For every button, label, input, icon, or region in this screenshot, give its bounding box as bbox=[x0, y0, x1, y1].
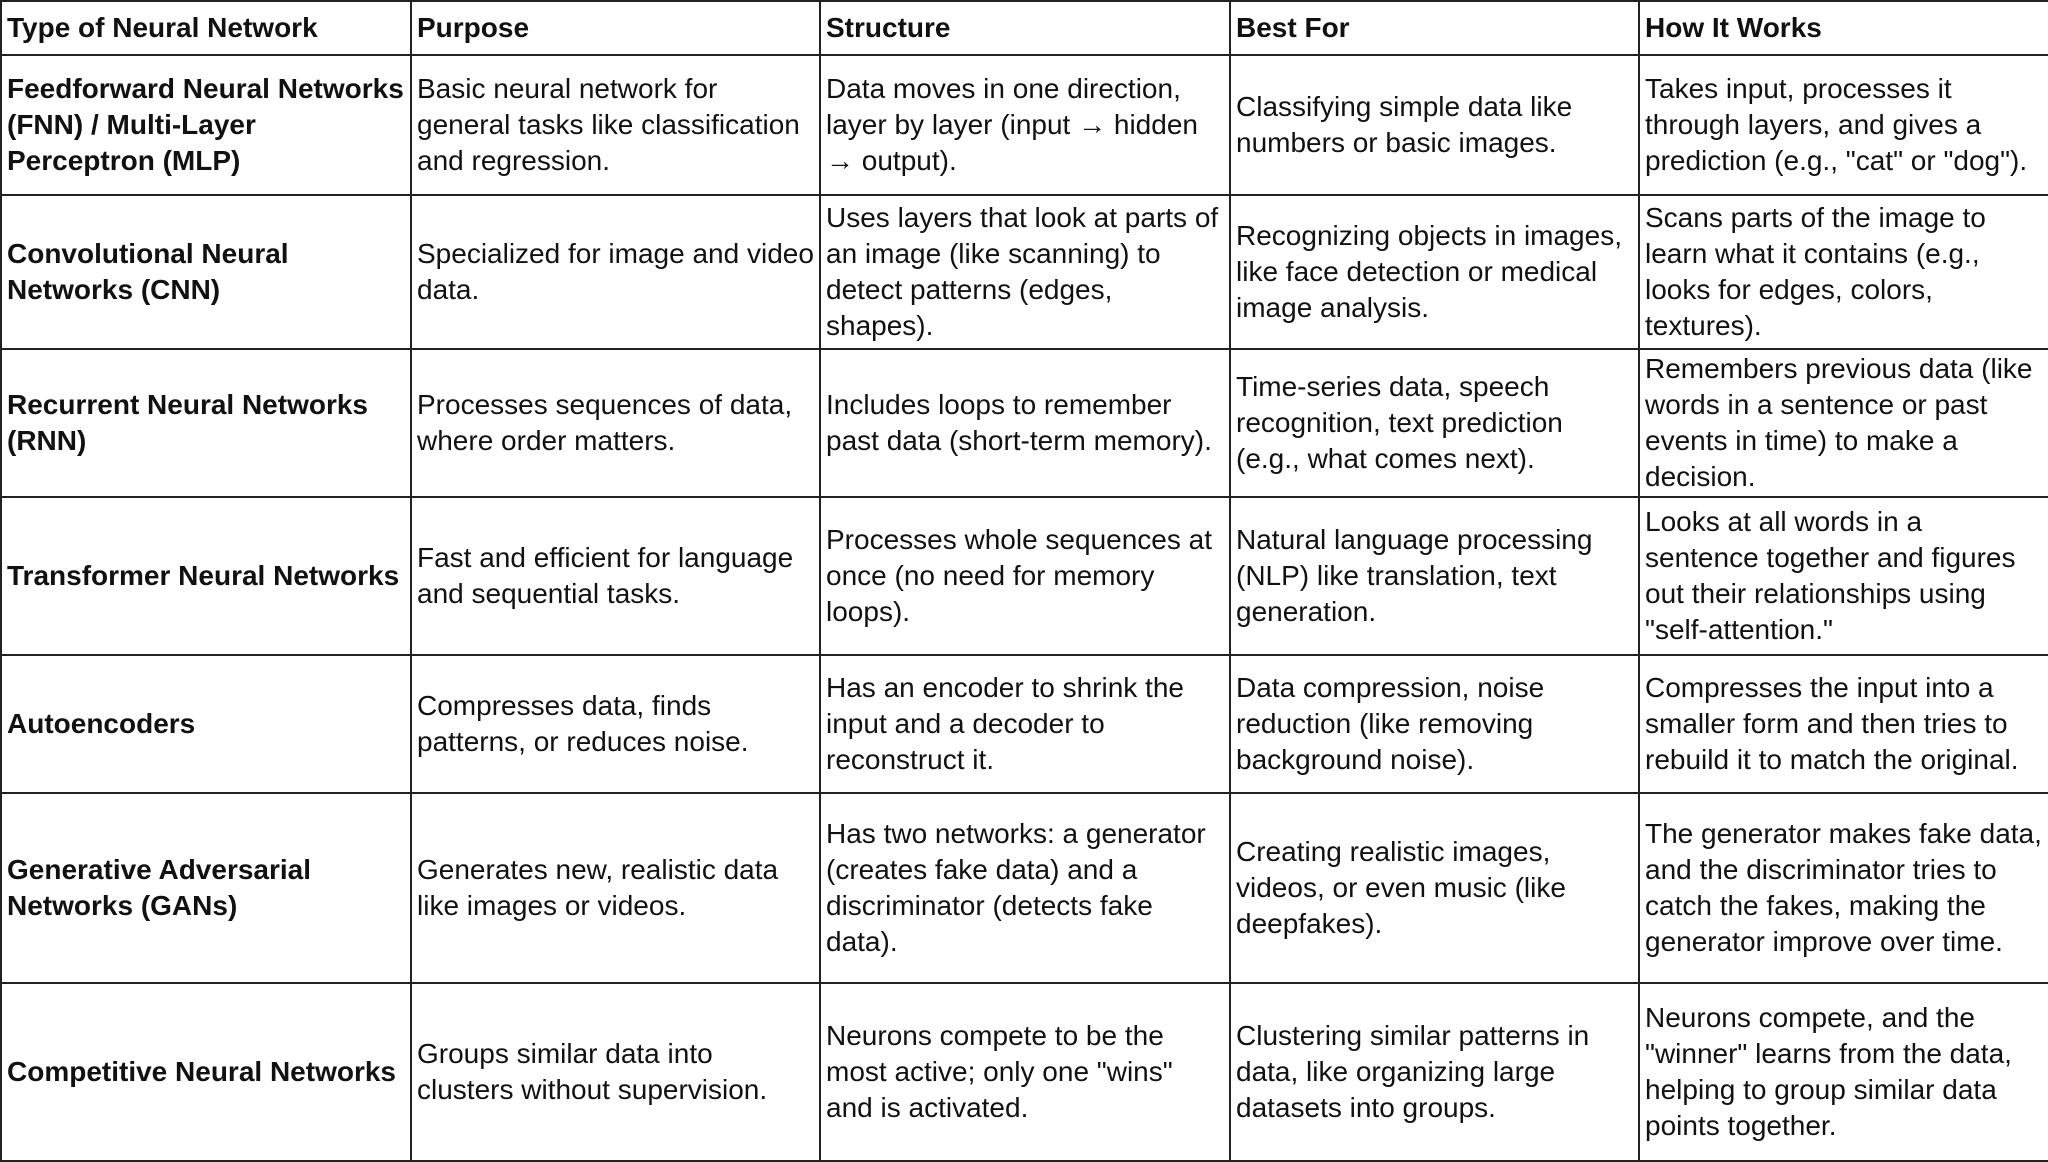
cell-how-it-works: Takes input, processes it through layers, and gives a prediction (e.g., "cat" or "dog"). bbox=[1639, 55, 2048, 195]
cell-structure: Uses layers that look at parts of an image (like scanning) to detect patterns (edges, shapes). bbox=[820, 195, 1230, 349]
cell-best-for: Data compression, noise reduction (like removing background noise). bbox=[1230, 655, 1639, 793]
cell-best-for: Creating realistic images, videos, or even music (like deepfakes). bbox=[1230, 793, 1639, 983]
header-purpose: Purpose bbox=[411, 1, 820, 55]
cell-purpose: Compresses data, finds patterns, or reduces noise. bbox=[411, 655, 820, 793]
cell-how-it-works: Compresses the input into a smaller form and then tries to rebuild it to match the original. bbox=[1639, 655, 2048, 793]
table-header bbox=[1, 1, 2048, 55]
header-structure: Structure bbox=[820, 1, 1230, 55]
cell-purpose: Specialized for image and video data. bbox=[411, 195, 820, 349]
cell-type: Feedforward Neural Networks (FNN) / Multi-Layer Perceptron (MLP) bbox=[1, 55, 411, 195]
table-row bbox=[1, 55, 2048, 195]
cell-structure: Includes loops to remember past data (short-term memory). bbox=[820, 349, 1230, 497]
cell-how-it-works: Scans parts of the image to learn what it contains (e.g., looks for edges, colors, textures). bbox=[1639, 195, 2048, 349]
cell-type: Transformer Neural Networks bbox=[1, 497, 411, 655]
table-row bbox=[1, 655, 2048, 793]
cell-structure: Has an encoder to shrink the input and a decoder to reconstruct it. bbox=[820, 655, 1230, 793]
cell-how-it-works: Remembers previous data (like words in a sentence or past events in time) to make a decision. bbox=[1639, 349, 2048, 497]
cell-best-for: Time-series data, speech recognition, text prediction (e.g., what comes next). bbox=[1230, 349, 1639, 497]
cell-type: Competitive Neural Networks bbox=[1, 983, 411, 1161]
cell-structure: Processes whole sequences at once (no need for memory loops). bbox=[820, 497, 1230, 655]
cell-structure: Has two networks: a generator (creates fake data) and a discriminator (detects fake data). bbox=[820, 793, 1230, 983]
table-row bbox=[1, 349, 2048, 497]
cell-best-for: Recognizing objects in images, like face detection or medical image analysis. bbox=[1230, 195, 1639, 349]
cell-type: Convolutional Neural Networks (CNN) bbox=[1, 195, 411, 349]
table-row bbox=[1, 983, 2048, 1161]
header-how-it-works: How It Works bbox=[1639, 1, 2048, 55]
cell-purpose: Groups similar data into clusters without supervision. bbox=[411, 983, 820, 1161]
cell-best-for: Natural language processing (NLP) like translation, text generation. bbox=[1230, 497, 1639, 655]
cell-how-it-works: Neurons compete, and the "winner" learns from the data, helping to group similar data points together. bbox=[1639, 983, 2048, 1161]
cell-how-it-works: Looks at all words in a sentence together and figures out their relationships using "self-attention." bbox=[1639, 497, 2048, 655]
table-row bbox=[1, 793, 2048, 983]
cell-purpose: Basic neural network for general tasks like classification and regression. bbox=[411, 55, 820, 195]
cell-how-it-works: The generator makes fake data, and the discriminator tries to catch the fakes, making the generator improve over time. bbox=[1639, 793, 2048, 983]
table-body bbox=[1, 55, 2048, 1161]
cell-structure: Neurons compete to be the most active; only one "wins" and is activated. bbox=[820, 983, 1230, 1161]
cell-best-for: Classifying simple data like numbers or basic images. bbox=[1230, 55, 1639, 195]
cell-type: Recurrent Neural Networks (RNN) bbox=[1, 349, 411, 497]
table-row bbox=[1, 497, 2048, 655]
table-row bbox=[1, 195, 2048, 349]
cell-purpose: Fast and efficient for language and sequential tasks. bbox=[411, 497, 820, 655]
cell-purpose: Generates new, realistic data like images or videos. bbox=[411, 793, 820, 983]
cell-type: Generative Adversarial Networks (GANs) bbox=[1, 793, 411, 983]
cell-type: Autoencoders bbox=[1, 655, 411, 793]
header-row bbox=[1, 1, 2048, 55]
header-type: Type of Neural Network bbox=[1, 1, 411, 55]
header-best-for: Best For bbox=[1230, 1, 1639, 55]
cell-best-for: Clustering similar patterns in data, like organizing large datasets into groups. bbox=[1230, 983, 1639, 1161]
cell-purpose: Processes sequences of data, where order matters. bbox=[411, 349, 820, 497]
cell-structure: Data moves in one direction, layer by layer (input → hidden → output). bbox=[820, 55, 1230, 195]
